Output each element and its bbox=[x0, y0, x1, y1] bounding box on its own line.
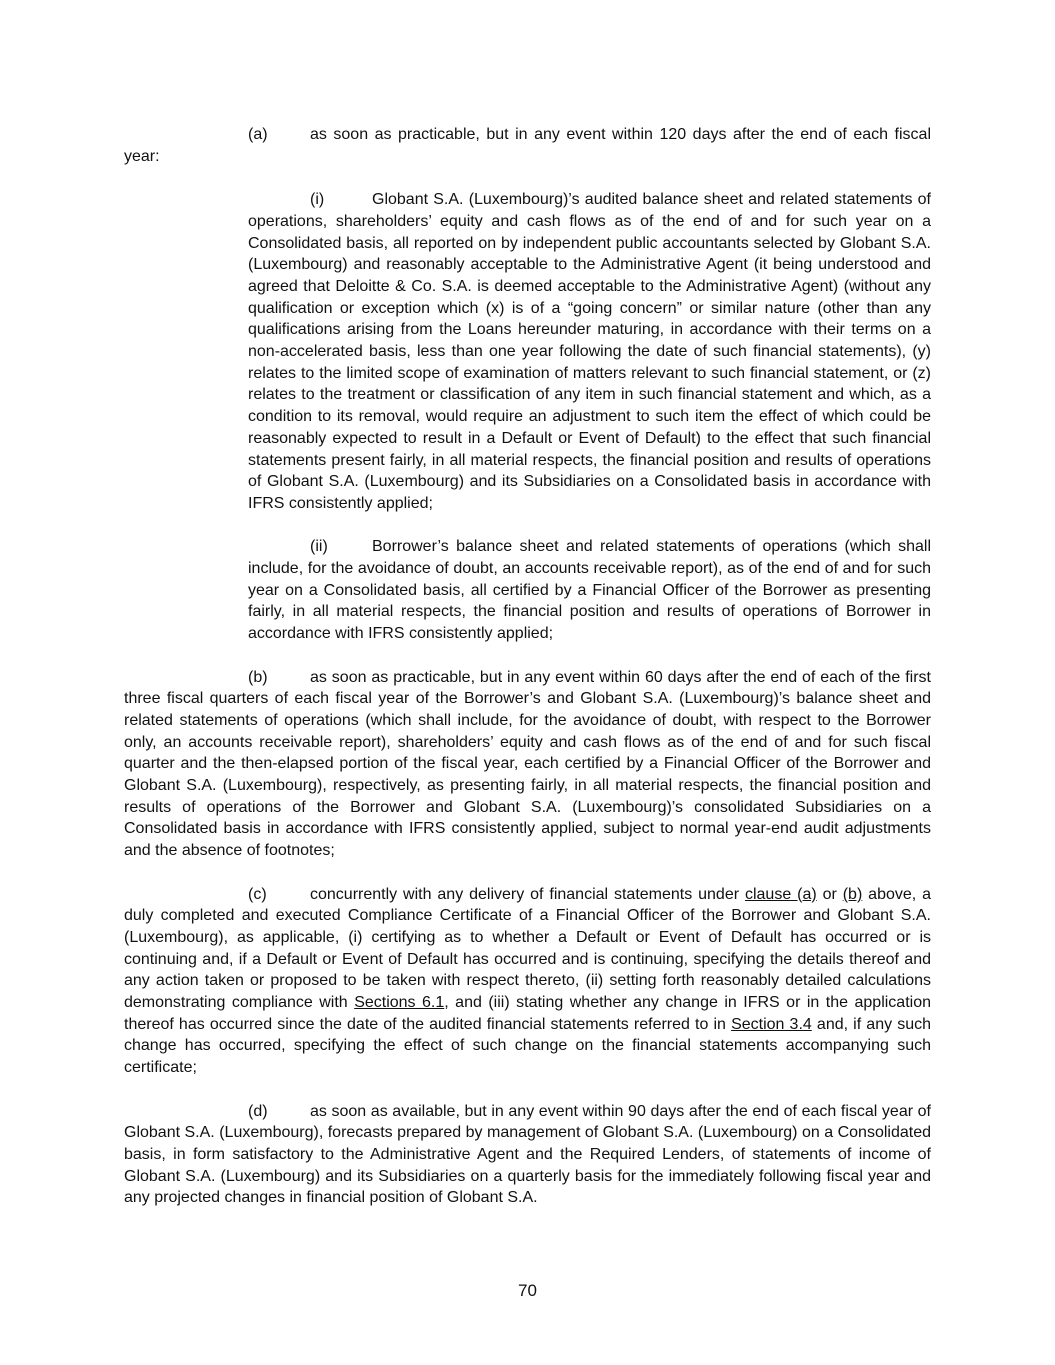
paragraph-c-text-3: above, a duly completed and executed Compliance Certificate of a Financial Officer of the Borrower and Globant S.A. (Luxembourg), as applicable, (i) certifying as to whether a Default or Event of Default has occurred or is continuing and, if a Default or Event of Default has occurred and is continuing, specifying the details thereof and any action taken or proposed to be taken with respect thereto, (ii) setting forth reasonably detailed calculations demonstrating compliance with bbox=[124, 885, 932, 1012]
paragraph-a-i-marker: (i) bbox=[310, 191, 325, 209]
document-page bbox=[124, 124, 931, 1209]
paragraph-b-text: as soon as practicable, but in any event within 60 days after the end of each of the first three fiscal quarters of each fiscal year of the Borrower’s and Globant S.A. (Luxembourg)’s balance sheet and related statements of operations (which shall include, for the avoidance of doubt, with respect to the Borrower only, an accounts receivable report), shareholders’ equity and cash flows as of the end of and for such fiscal quarter and the then-elapsed portion of the fiscal year, each certified by a Financial Officer of the Borrower and Globant S.A. (Luxembourg), respectively, as presenting fairly, in all material respects, the financial position and results of operations of the Borrower and Globant S.A. (Luxembourg)’s consolidated Subsidiaries on a Consolidated basis in accordance with IFRS consistently applied, subject to normal year-end audit adjustments and the absence of footnotes; bbox=[124, 668, 931, 860]
paragraph-a-ii-marker: (ii) bbox=[310, 538, 328, 556]
paragraph-a-ii bbox=[248, 536, 931, 645]
paragraph-c-text-2: or bbox=[816, 885, 843, 903]
paragraph-b-marker: (b) bbox=[248, 668, 268, 686]
paragraph-c bbox=[124, 884, 931, 1079]
paragraph-d-text: as soon as available, but in any event within 90 days after the end of each fiscal year of Globant S.A. (Luxembourg), forecasts prepared by management of Globant S.A. (Luxembourg) on a Consolidated basis, in form satisfactory to the Administrative Agent and the Required Lenders, of statements of income of Globant S.A. (Luxembourg) and its Subsidiaries on a quarterly basis for the immediately following fiscal year and any projected changes in financial position of Globant S.A. bbox=[124, 1102, 931, 1207]
paragraph-c-text-5: and, if any such change has occurred, specifying the effect of such change on the financial statements accompanying such certificate; bbox=[124, 1015, 932, 1077]
paragraph-c-text-1: concurrently with any delivery of financial statements under bbox=[310, 885, 745, 903]
paragraph-a-ii-text: Borrower’s balance sheet and related statements of operations (which shall include, for the avoidance of doubt, an accounts receivable report), as of the end of and for such year on a Consolidated basis, all certified by a Financial Officer of the Borrower as presenting fairly, in all material respects, the financial position and results of operations of Borrower in accordance with IFRS consistently applied; bbox=[248, 538, 931, 643]
section-3-4-reference: Section 3.4 bbox=[731, 1015, 812, 1033]
paragraph-a bbox=[124, 124, 931, 167]
paragraph-b bbox=[124, 667, 931, 862]
clause-b-reference: (b) bbox=[842, 885, 863, 903]
paragraph-c-marker: (c) bbox=[248, 885, 267, 903]
paragraph-c-text-4: , and (iii) stating whether any change in IFRS or in the application thereof has occurred since the date of the audited financial statements referred to in bbox=[124, 994, 931, 1033]
sections-6-1-reference: Sections 6.1 bbox=[354, 994, 445, 1012]
paragraph-a-text: as soon as practicable, but in any event within 120 days after the end of each fiscal year: bbox=[124, 126, 931, 165]
paragraph-d bbox=[124, 1101, 931, 1210]
paragraph-a-i-text: Globant S.A. (Luxembourg)’s audited balance sheet and related statements of operations, shareholders’ equity and cash flows as of the end of and for such year on a Consolidated basis, all reported on by independent public accountants selected by Globant S.A. (Luxembourg) and reasonably acceptable to the Administrative Agent (it being understood and agreed that Deloitte & Co. S.A. is deemed acceptable to the Administrative Agent) (without any qualification or exception which (x) is of a “going concern” or similar nature (other than any qualifications arising from the Loans hereunder maturing, in accordance with their terms on a non-accelerated basis, less than one year following the date of such financial statements), (y) relates to the limited scope of examination of matters relevant to such financial statement, or (z) relates to the treatment or classification of any item in such financial statement and which, as a condition to its removal, would require an adjustment to such item the effect of which could be reasonably expected to result in a Default or Event of Default) to the effect that such financial statements present fairly, in all material respects, the financial position and results of operations of Globant S.A. (Luxembourg) and its Subsidiaries on a Consolidated basis in accordance with IFRS consistently applied; bbox=[248, 191, 931, 512]
paragraph-a-i bbox=[248, 189, 931, 515]
page-number: 70 bbox=[518, 1281, 537, 1300]
clause-a-reference: clause (a) bbox=[744, 885, 817, 903]
paragraph-d-marker: (d) bbox=[248, 1102, 268, 1120]
paragraph-a-marker: (a) bbox=[248, 126, 268, 143]
